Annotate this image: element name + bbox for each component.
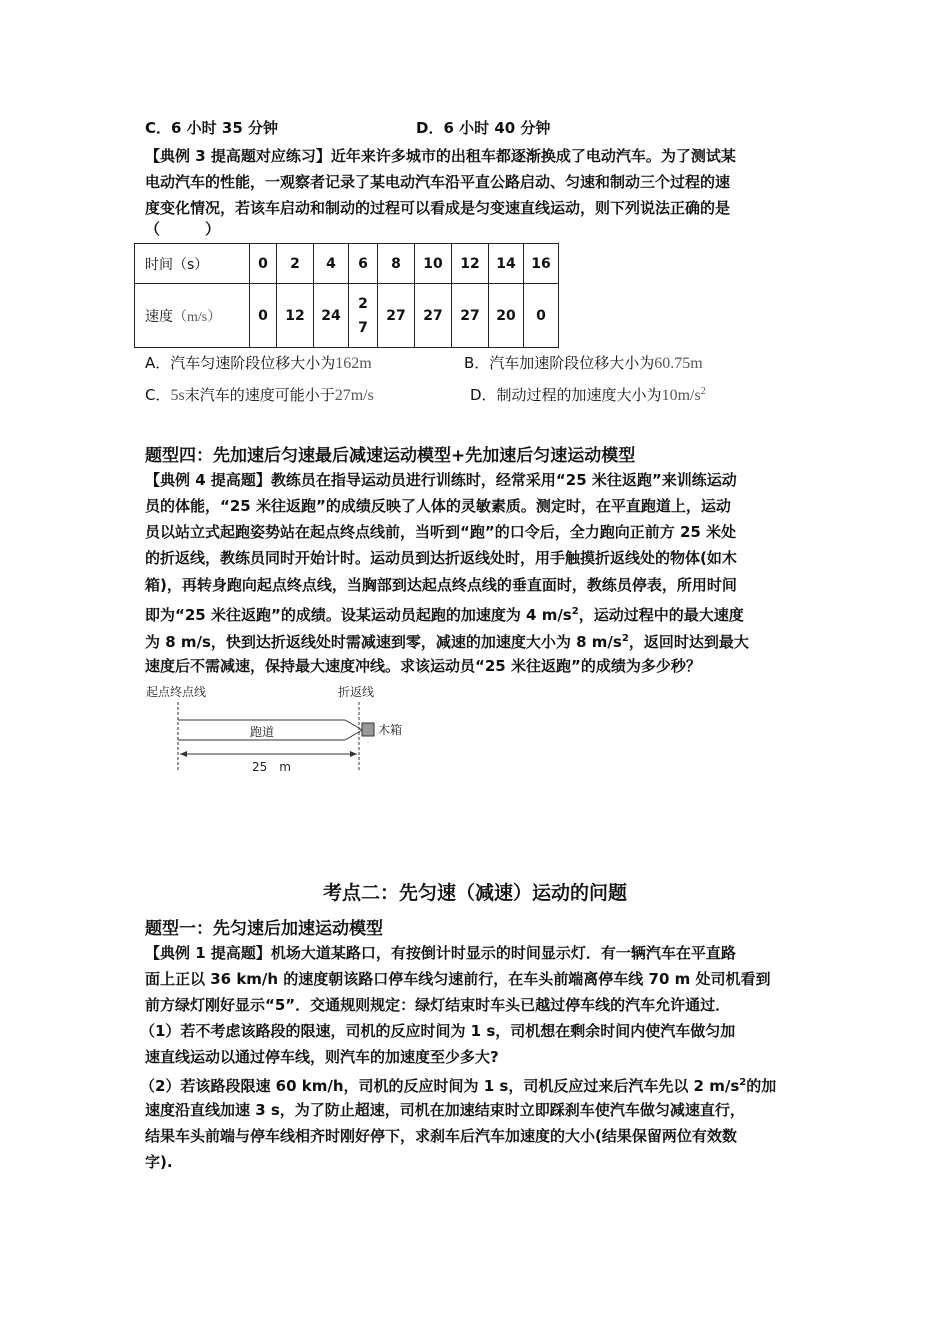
example1-line4: （1）若不考虑该路段的限速，司机的反应时间为 1 s，司机想在剩余时间内使汽车做匀加 — [140, 1022, 736, 1040]
option-b — [464, 352, 703, 373]
example3-line3: 度变化情况，若该车启动和制动的过程可以看成是匀变速直线运动，则下列说法正确的是 — [145, 199, 731, 217]
wooden-box — [362, 723, 374, 736]
example4-exp6: 2 — [571, 606, 579, 617]
example3-line2: 电动汽车的性能，一观察者记录了某电动汽车沿平直公路启动、匀速和制动三个过程的速 — [145, 173, 731, 191]
speed-cell-27: 27 — [358, 295, 368, 336]
speed-unit: （m/s） — [173, 309, 222, 325]
example4-text1: 教练员在指导运动员进行训练时，经常采用“25 米往返跑”来训练运动 — [270, 471, 737, 489]
time-cell: 12 — [452, 244, 489, 284]
option-b-text: B．汽车加速阶段位移大小为 — [464, 354, 655, 372]
distance-label: 25 m — [252, 760, 291, 774]
example4-text6c: ，运动过程中的最大速度 — [578, 606, 744, 624]
time-cell: 16 — [524, 244, 559, 284]
time-label: 时间（s） — [135, 244, 250, 284]
example4-line2: 员的体能，“25 米往返跑”的成绩反映了人体的灵敏素质。测定时，在平直跑道上，运动 — [145, 497, 731, 515]
option-c — [145, 384, 374, 405]
speed-cell: 24 — [314, 284, 349, 348]
example4-line1 — [145, 467, 737, 493]
example4-text6a: 即为“25 米往返跑”的成绩。设某运动员起跑的加速度为 4 m/s — [145, 606, 572, 624]
option-d-top: D．6 小时 40 分钟 — [416, 119, 551, 137]
speed-cell: 20 — [489, 284, 524, 348]
example4-line4: 的折返线，教练员同时开始计时。运动员到达折返线处时，用手触摸折返线处的物体(如木 — [145, 549, 737, 567]
track-label: 跑道 — [250, 725, 275, 739]
example3-line1 — [145, 143, 736, 169]
example4-line3: 员以站立式起跑姿势站在起点终点线前，当听到“跑”的口令后，全力跑向正前方 25 米处 — [145, 523, 737, 541]
arrow-left-icon — [180, 751, 187, 757]
option-a-value: 162m — [335, 355, 372, 372]
example3-answer-bracket: （ ） — [145, 220, 221, 238]
option-a-text: A．汽车匀速阶段位移大小为 — [145, 354, 336, 372]
time-cell: 14 — [489, 244, 524, 284]
example1-line2: 面上正以 36 km/h 的速度朝该路口停车线匀速前行，在车头前端离停车线 70 m 处司机看到 — [145, 970, 771, 988]
turn-line-label: 折返线 — [338, 685, 375, 699]
example3-tag: 【典例 3 提高题对应练习】 — [145, 147, 331, 165]
track-diagram — [140, 680, 430, 780]
speed-label-text: 速度 — [145, 308, 173, 325]
option-c-prefix: C． — [145, 386, 171, 404]
start-line-label: 起点终点线 — [146, 685, 207, 699]
time-cell: 8 — [378, 244, 415, 284]
speed-cell: 27 — [378, 284, 415, 348]
option-d-exponent: 2 — [700, 386, 706, 397]
example4-text7c: ，返回时达到最大 — [628, 633, 749, 651]
option-d-value: 10m/s — [661, 387, 701, 404]
example1-line7: 速度沿直线加速 3 s，为了防止超速，司机在加速结束时立即踩刹车使汽车做匀减速直行， — [145, 1101, 745, 1119]
option-c-text: 末汽车的速度可能小于 — [184, 386, 335, 404]
arrow-right-icon — [350, 751, 357, 757]
option-a — [145, 352, 372, 373]
option-d-text: D．制动过程的加速度大小为 — [470, 386, 662, 404]
example4-tag: 【典例 4 提高题】 — [145, 471, 271, 489]
speed-time-table — [134, 243, 559, 348]
example1-line5: 速直线运动以通过停车线，则汽车的加速度至少多大? — [145, 1048, 499, 1066]
example1-line3: 前方绿灯刚好显示“5”．交通规则规定：绿灯结束时车头已越过停车线的汽车允许通过． — [145, 996, 731, 1014]
type4-heading: 题型四：先加速后匀速最后减速运动模型+先加速后匀速运动模型 — [145, 446, 636, 466]
speed-cell: 0 — [524, 284, 559, 348]
example4-exp7: 2 — [621, 633, 629, 644]
wooden-box-label: 木箱 — [378, 723, 403, 737]
time-cell: 10 — [415, 244, 452, 284]
example4-line6 — [145, 599, 744, 628]
example1-text6c: 的加 — [746, 1077, 777, 1095]
option-c-time: 5s — [170, 387, 185, 404]
example1-tag: 【典例 1 提高题】 — [145, 944, 271, 962]
speed-cell: 0 — [250, 284, 277, 348]
example1-line9: 字). — [145, 1153, 173, 1171]
example1-text6a: （2）若该路段限速 60 km/h，司机的反应时间为 1 s，司机反应过来后汽车先以 2 m/s — [140, 1077, 740, 1095]
speed-cell: 27 — [452, 284, 489, 348]
option-b-value: 60.75m — [654, 355, 703, 372]
time-cell: 6 — [349, 244, 378, 284]
time-cell: 2 — [277, 244, 314, 284]
example1-line1 — [145, 940, 736, 966]
option-c-speed: 27m/s — [334, 387, 374, 404]
example4-line5: 箱)，再转身跑向起点终点线，当胸部到达起点终点线的垂直面时，教练员停表，所用时间 — [145, 576, 737, 594]
speed-cell: 27 — [415, 284, 452, 348]
type1-heading: 题型一：先匀速后加速运动模型 — [145, 919, 383, 939]
section-title: 考点二：先匀速（减速）运动的问题 — [322, 882, 627, 904]
time-cell: 4 — [314, 244, 349, 284]
example1-text1: 机场大道某路口，有按倒计时显示的时间显示灯．有一辆汽车在平直路 — [270, 944, 736, 962]
time-row — [135, 244, 559, 284]
example4-text7a: 为 8 m/s，快到达折返线处时需减速到零，减速的加速度大小为 8 m/s — [145, 633, 622, 651]
example4-line7 — [145, 626, 749, 655]
example4-line8: 速度后不需减速，保持最大速度冲线。求该运动员“25 米往返跑”的成绩为多少秒？ — [145, 657, 701, 675]
example1-exp6: 2 — [739, 1077, 747, 1088]
speed-row — [135, 284, 559, 348]
option-d — [470, 384, 706, 405]
speed-cell — [349, 284, 378, 348]
example1-line6 — [140, 1070, 776, 1099]
example1-line8: 结果车头前端与停车线相齐时刚好停下，求刹车后汽车加速度的大小(结果保留两位有效数 — [145, 1127, 737, 1145]
time-cell: 0 — [250, 244, 277, 284]
example3-text1: 近年来许多城市的出租车都逐渐换成了电动汽车。为了测试某 — [330, 147, 736, 165]
option-c-top: C．6 小时 35 分钟 — [145, 119, 278, 137]
speed-label — [135, 284, 250, 348]
speed-cell: 12 — [277, 284, 314, 348]
